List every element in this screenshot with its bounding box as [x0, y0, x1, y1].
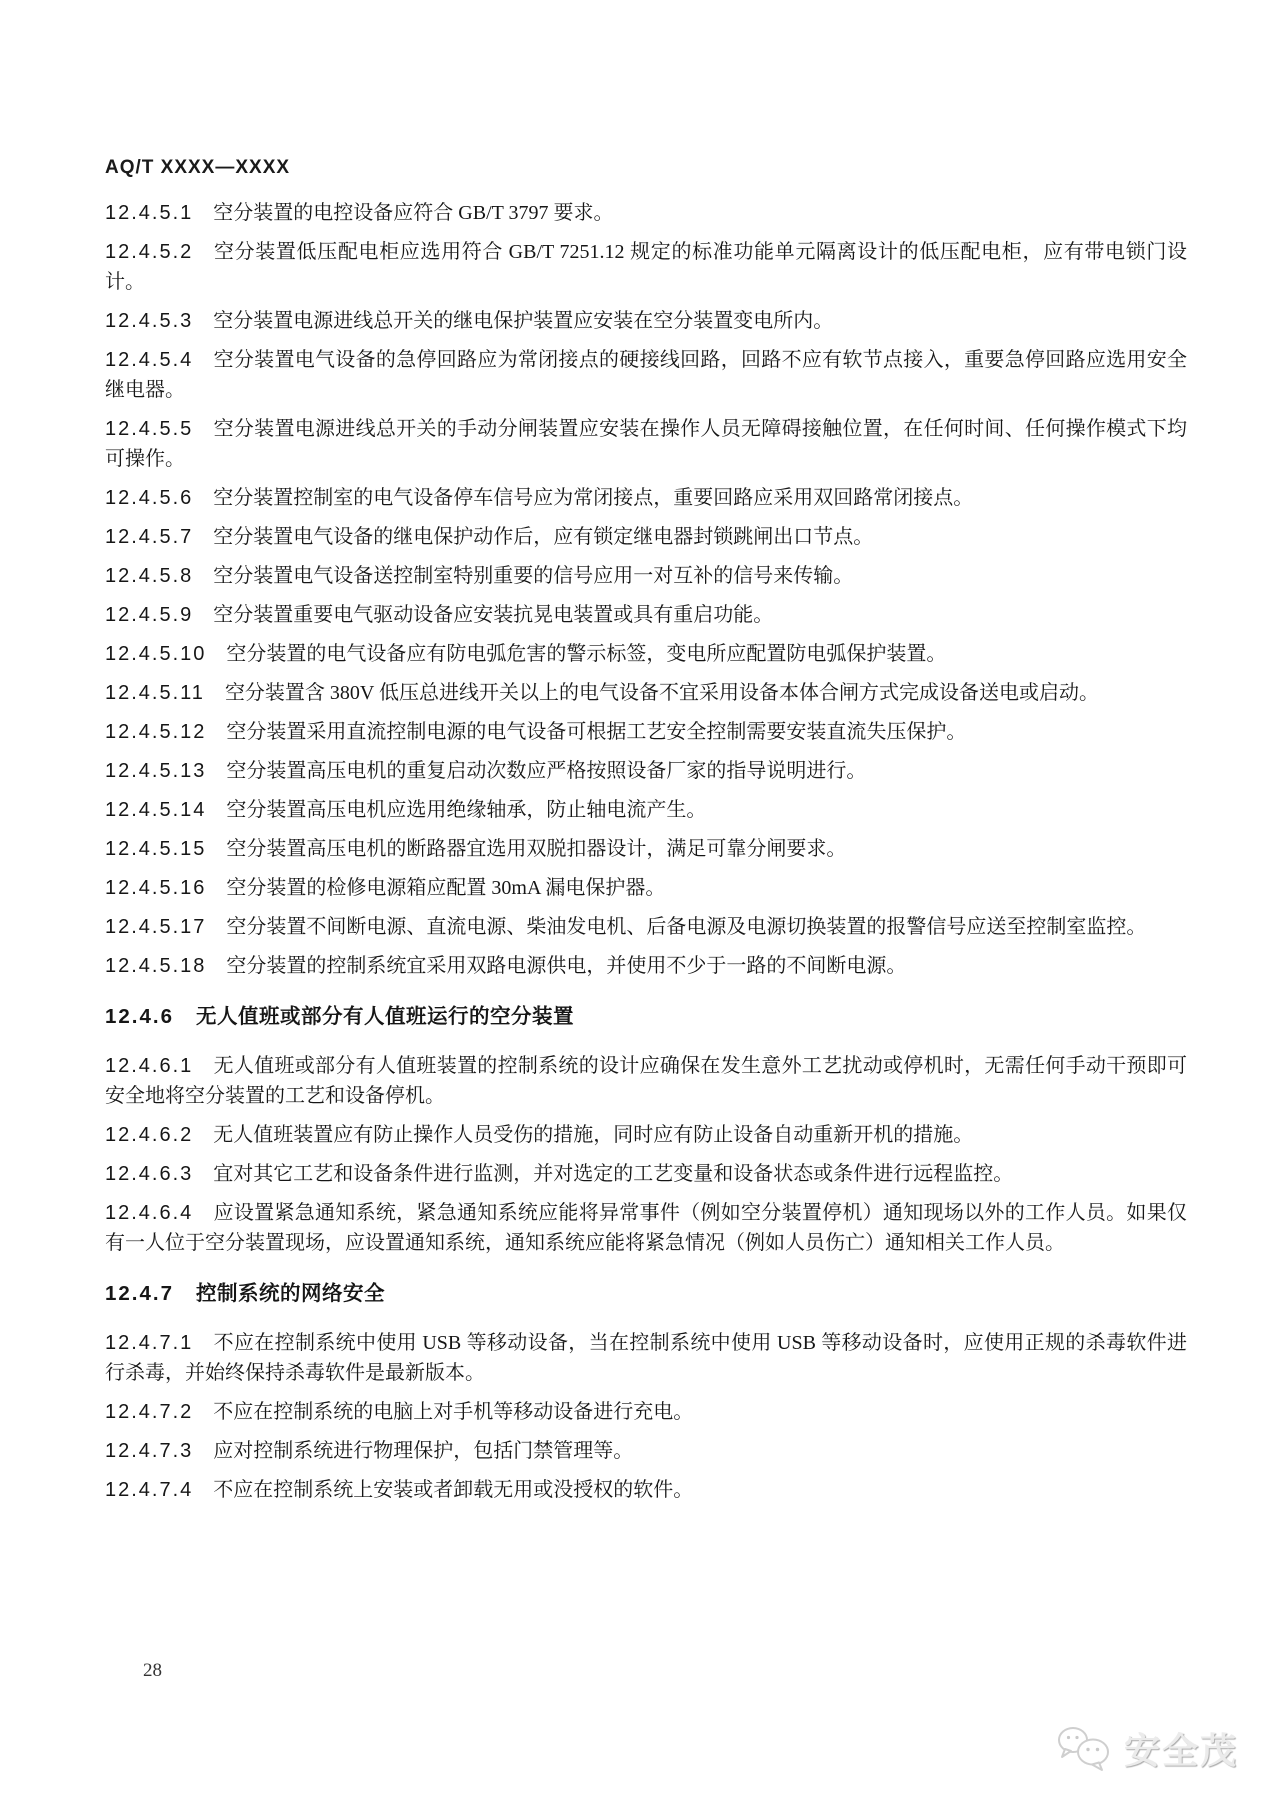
page-number: 28 [143, 1660, 162, 1681]
clause-number: 12.4.5.7 [105, 526, 194, 548]
clause-text: 空分装置重要电气驱动设备应安装抗晃电装置或具有重启功能。 [213, 604, 774, 626]
clause-text: 空分装置电源进线总开关的继电保护装置应安装在空分装置变电所内。 [213, 310, 834, 332]
clause-text: 空分装置采用直流控制电源的电气设备可根据工艺安全控制需要安装直流失压保护。 [226, 721, 967, 743]
clause-paragraph [105, 912, 1187, 942]
clause-text: 应设置紧急通知系统，紧急通知系统应能将异常事件（例如空分装置停机）通知现场以外的工作人员。如果仅有一人位于空分装置现场，应设置通知系统，通知系统应能将紧急情况（例如人员伤亡）通知相关工作人员。 [105, 1202, 1187, 1254]
clause-number: 12.4.5.17 [105, 916, 207, 938]
clause-text: 空分装置不间断电源、直流电源、柴油发电机、后备电源及电源切换装置的报警信号应送至控制室监控。 [226, 916, 1147, 938]
clause-paragraph [105, 795, 1187, 825]
clause-text: 空分装置控制室的电气设备停车信号应为常闭接点，重要回路应采用双回路常闭接点。 [213, 487, 974, 509]
clause-number: 12.4.5.10 [105, 643, 207, 665]
clause-paragraph [105, 834, 1187, 864]
clause-paragraph [105, 522, 1187, 552]
clause-text: 空分装置的检修电源箱应配置 30mA 漏电保护器。 [226, 877, 666, 899]
clause-paragraph [105, 1198, 1187, 1258]
section-heading [105, 1002, 1187, 1032]
clause-number: 12.4.7.4 [105, 1479, 194, 1501]
clause-text: 空分装置电气设备的继电保护动作后，应有锁定继电器封锁跳闸出口节点。 [213, 526, 874, 548]
clause-number: 12.4.7.3 [105, 1440, 194, 1462]
section-title: 无人值班或部分有人值班运行的空分装置 [196, 1005, 574, 1028]
clause-paragraph [105, 951, 1187, 981]
clause-number: 12.4.5.13 [105, 760, 207, 782]
clause-number: 12.4.6.1 [105, 1055, 194, 1077]
clause-number: 12.4.6.3 [105, 1163, 194, 1185]
clause-paragraph [105, 1159, 1187, 1189]
clause-text: 空分装置的控制系统宜采用双路电源供电，并使用不少于一路的不间断电源。 [226, 955, 907, 977]
document-body [105, 198, 1187, 1514]
clause-text: 空分装置电源进线总开关的手动分闸装置应安装在操作人员无障碍接触位置，在任何时间、任何操作模式下均可操作。 [105, 418, 1187, 470]
clause-number: 12.4.5.2 [105, 241, 194, 263]
section-number: 12.4.6 [105, 1005, 174, 1028]
clause-number: 12.4.5.5 [105, 418, 194, 440]
clause-paragraph [105, 1120, 1187, 1150]
clause-text: 无人值班装置应有防止操作人员受伤的措施，同时应有防止设备自动重新开机的措施。 [213, 1124, 974, 1146]
clause-text: 空分装置高压电机应选用绝缘轴承，防止轴电流产生。 [226, 799, 707, 821]
clause-number: 12.4.6.2 [105, 1124, 194, 1146]
clause-text: 空分装置电气设备送控制室特别重要的信号应用一对互补的信号来传输。 [213, 565, 854, 587]
chat-bubbles-icon [1056, 1725, 1114, 1773]
clause-paragraph [105, 1328, 1187, 1388]
clause-paragraph [105, 639, 1187, 669]
clause-number: 12.4.5.3 [105, 310, 194, 332]
clause-number: 12.4.7.1 [105, 1332, 194, 1354]
clause-paragraph [105, 600, 1187, 630]
document-header-code: AQ/T XXXX—XXXX [105, 157, 291, 178]
section-title: 控制系统的网络安全 [196, 1282, 385, 1305]
clause-number: 12.4.5.16 [105, 877, 207, 899]
clause-text: 不应在控制系统的电脑上对手机等移动设备进行充电。 [213, 1401, 694, 1423]
clause-paragraph [105, 483, 1187, 513]
clause-paragraph [105, 198, 1187, 228]
clause-number: 12.4.5.4 [105, 349, 194, 371]
clause-text: 空分装置高压电机的重复启动次数应严格按照设备厂家的指导说明进行。 [226, 760, 867, 782]
clause-number: 12.4.5.6 [105, 487, 194, 509]
clause-number: 12.4.5.14 [105, 799, 207, 821]
clause-text: 空分装置的电气设备应有防电弧危害的警示标签，变电所应配置防电弧保护装置。 [226, 643, 947, 665]
clause-paragraph [105, 717, 1187, 747]
clause-paragraph [105, 414, 1187, 474]
clause-paragraph [105, 678, 1187, 708]
clause-paragraph [105, 1051, 1187, 1111]
clause-text: 宜对其它工艺和设备条件进行监测，并对选定的工艺变量和设备状态或条件进行远程监控。 [213, 1163, 1014, 1185]
clause-paragraph [105, 561, 1187, 591]
clause-text: 空分装置的电控设备应符合 GB/T 3797 要求。 [213, 202, 614, 224]
brand-name: 安全茂 [1123, 1730, 1238, 1771]
clause-number: 12.4.5.11 [105, 682, 205, 704]
clause-text: 空分装置电气设备的急停回路应为常闭接点的硬接线回路，回路不应有软节点接入，重要急停回路应选用安全继电器。 [105, 349, 1187, 401]
clause-number: 12.4.5.15 [105, 838, 207, 860]
clause-text: 不应在控制系统上安装或者卸载无用或没授权的软件。 [213, 1479, 694, 1501]
clause-paragraph [105, 1397, 1187, 1427]
clause-text: 不应在控制系统中使用 USB 等移动设备，当在控制系统中使用 USB 等移动设备时，应使用正规的杀毒软件进行杀毒，并始终保持杀毒软件是最新版本。 [105, 1332, 1187, 1384]
clause-number: 12.4.7.2 [105, 1401, 194, 1423]
clause-number: 12.4.5.8 [105, 565, 194, 587]
clause-paragraph [105, 237, 1187, 297]
clause-number: 12.4.5.1 [105, 202, 194, 224]
section-heading [105, 1279, 1187, 1309]
clause-text: 应对控制系统进行物理保护，包括门禁管理等。 [213, 1440, 634, 1462]
clause-number: 12.4.5.12 [105, 721, 207, 743]
clause-number: 12.4.6.4 [105, 1202, 194, 1224]
clause-paragraph [105, 306, 1187, 336]
clause-number: 12.4.5.18 [105, 955, 207, 977]
clause-paragraph [105, 873, 1187, 903]
clause-number: 12.4.5.9 [105, 604, 194, 626]
clause-text: 无人值班或部分有人值班装置的控制系统的设计应确保在发生意外工艺扰动或停机时，无需任何手动干预即可安全地将空分装置的工艺和设备停机。 [105, 1055, 1187, 1107]
clause-paragraph [105, 1436, 1187, 1466]
section-number: 12.4.7 [105, 1282, 174, 1305]
clause-text: 空分装置含 380V 低压总进线开关以上的电气设备不宜采用设备本体合闸方式完成设备送电或启动。 [224, 682, 1100, 704]
brand-watermark [1056, 1723, 1238, 1774]
clause-text: 空分装置低压配电柜应选用符合 GB/T 7251.12 规定的标准功能单元隔离设计的低压配电柜，应有带电锁门设计。 [105, 241, 1187, 293]
clause-paragraph [105, 756, 1187, 786]
clause-text: 空分装置高压电机的断路器宜选用双脱扣器设计，满足可靠分闸要求。 [226, 838, 847, 860]
clause-paragraph [105, 1475, 1187, 1505]
clause-paragraph [105, 345, 1187, 405]
